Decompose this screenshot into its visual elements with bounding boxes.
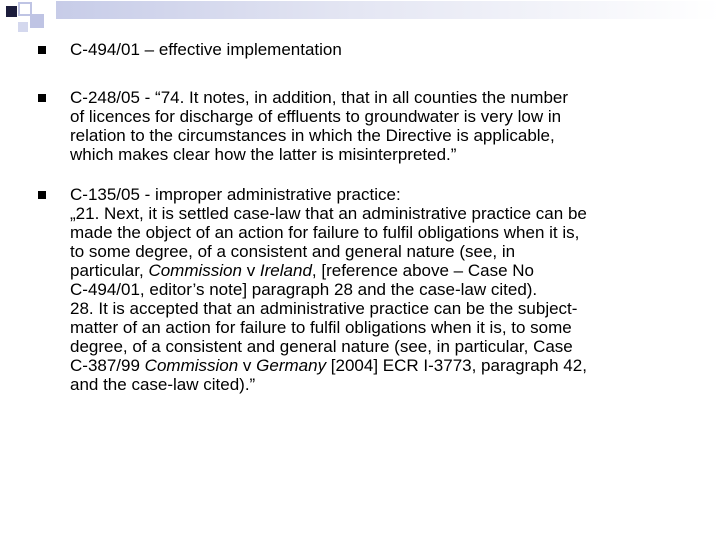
bullet-text <box>70 88 686 164</box>
bullet-text-line: „21. Next, it is settled case-law that an administrative practice can be <box>70 204 587 223</box>
bullet-text-line: C-387/99 Commission v Germany [2004] ECR I-3773, paragraph 42, <box>70 356 587 375</box>
bullet-text-line: and the case-law cited).” <box>70 375 256 394</box>
bullet-text-line: C‑135/05 - improper administrative practice: <box>70 185 401 204</box>
bullet-text-line: C‑248/05 - “74. It notes, in addition, that in all counties the number <box>70 88 569 107</box>
decor-square-light-small <box>18 22 28 32</box>
bullet-text-line: particular, Commission v Ireland, [reference above – Case No <box>70 261 534 280</box>
case-name: Commission <box>148 261 242 280</box>
bullet-text-line: C‑494/01, editor’s note] paragraph 28 and the case-law cited). <box>70 280 538 299</box>
bullet-text-line: to some degree, of a consistent and general nature (see, in <box>70 242 516 261</box>
bullet-text-line: of licences for discharge of effluents to groundwater is very low in <box>70 107 562 126</box>
case-name: Commission <box>144 356 239 375</box>
decor-square-dark <box>6 6 17 17</box>
bullet-text-line: C‑494/01 – effective implementation <box>70 40 342 59</box>
bullet-text-line: 28. It is accepted that an administrative practice can be the subject- <box>70 299 578 318</box>
bullet-text <box>70 40 686 59</box>
decor-square-light <box>30 14 44 28</box>
bullet-square-marker <box>38 94 46 102</box>
bullet-square-marker <box>38 191 46 199</box>
case-name: Ireland <box>259 261 312 280</box>
bullet-text-line: which makes clear how the latter is misinterpreted.” <box>70 145 457 164</box>
case-name: Germany <box>256 356 327 375</box>
bullet-text <box>70 185 686 394</box>
bullet-text-line: degree, of a consistent and general nature (see, in particular, Case <box>70 337 573 356</box>
bullet-text-line: matter of an action for failure to fulfil obligations when it is, to some <box>70 318 572 337</box>
bullet-text-line: relation to the circumstances in which the Directive is applicable, <box>70 126 555 145</box>
bullet-square-marker <box>38 46 46 54</box>
bullet-text-line: made the object of an action for failure to fulfil obligations when it is, <box>70 223 580 242</box>
decor-gradient-bar <box>56 1 720 19</box>
